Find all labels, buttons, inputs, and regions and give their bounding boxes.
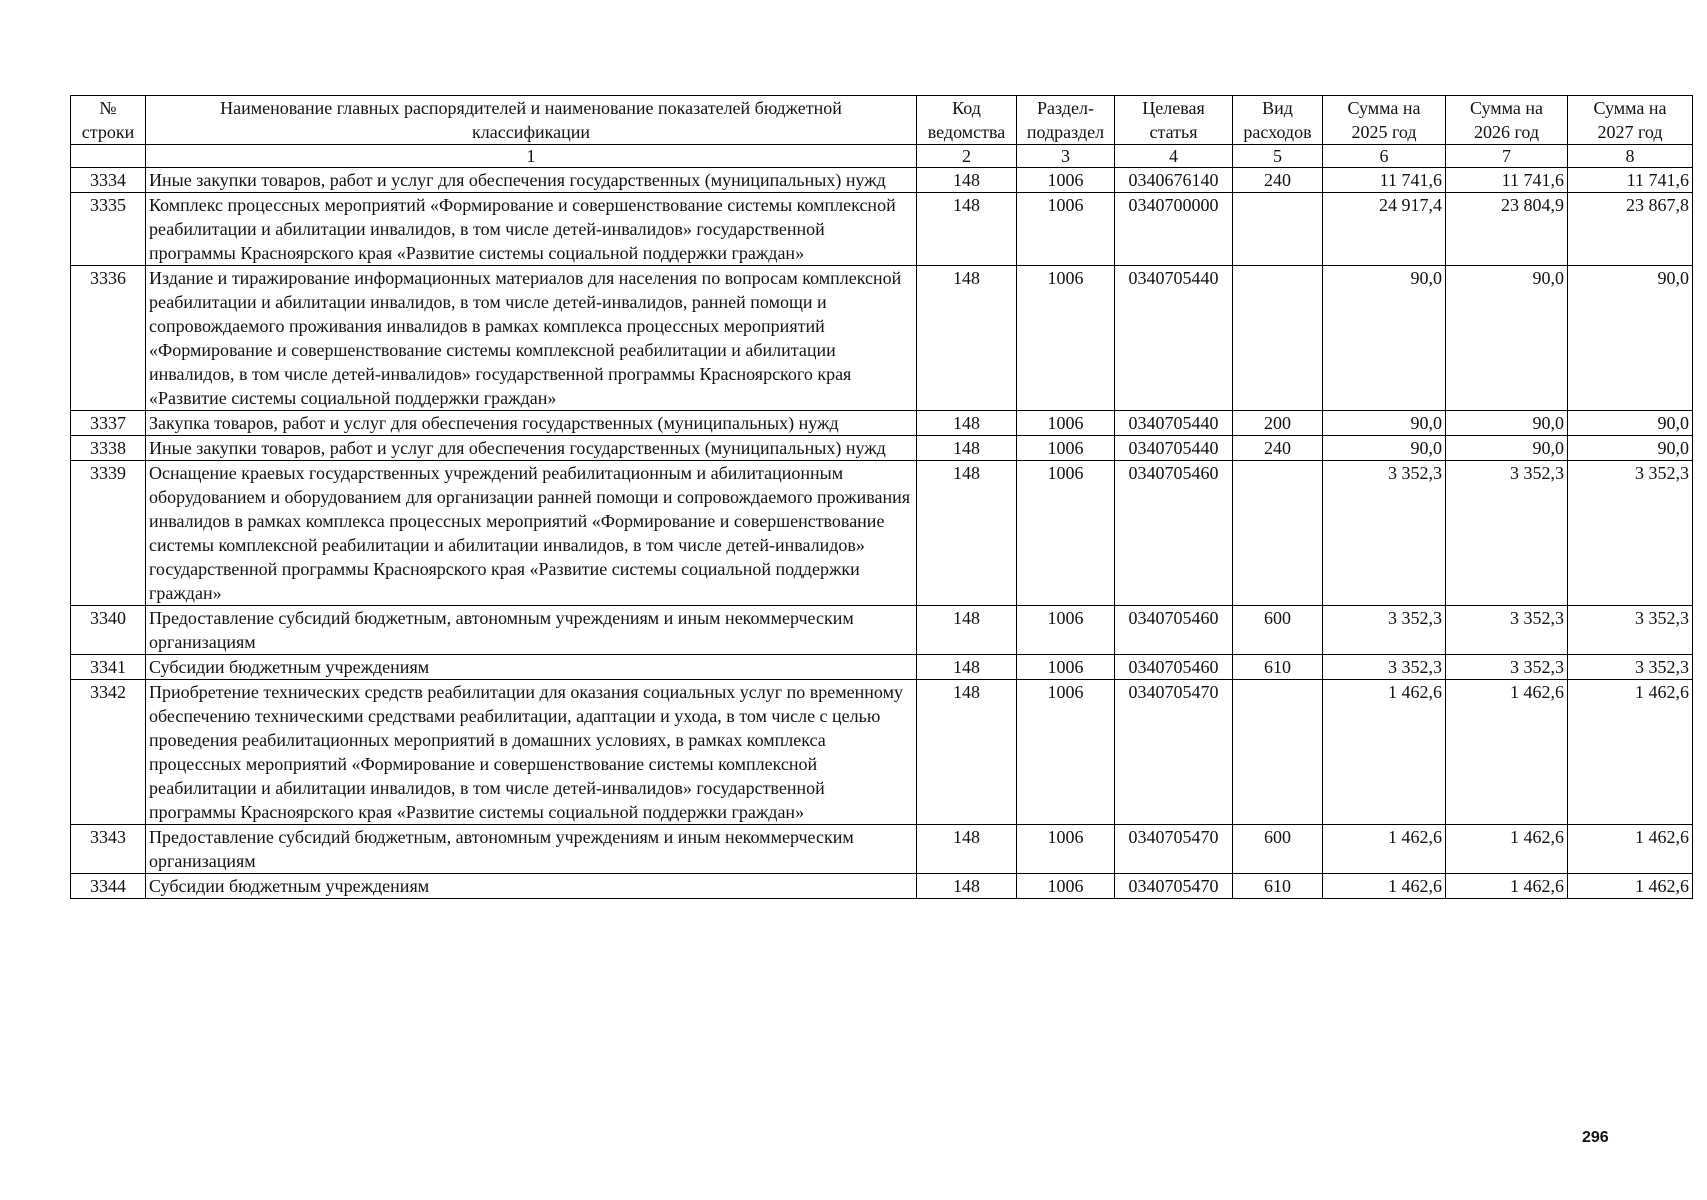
row-number-cell: 3339: [71, 461, 146, 606]
header-row-number: № строки: [71, 96, 146, 145]
department-code-cell: 148: [917, 680, 1017, 825]
row-name-cell: Субсидии бюджетным учреждениям: [146, 874, 917, 899]
sum-2026-cell: 3 352,3: [1446, 655, 1568, 680]
sum-2025-cell: 24 917,4: [1323, 193, 1446, 266]
section-cell: 1006: [1017, 680, 1115, 825]
row-number-cell: 3334: [71, 168, 146, 193]
table-row: [71, 436, 1693, 461]
section-cell: 1006: [1017, 825, 1115, 874]
sum-2027-cell: 23 867,8: [1568, 193, 1693, 266]
department-code-cell: 148: [917, 436, 1017, 461]
section-cell: 1006: [1017, 874, 1115, 899]
target-article-cell: 0340676140: [1115, 168, 1233, 193]
row-number-cell: 3337: [71, 411, 146, 436]
sum-2026-cell: 23 804,9: [1446, 193, 1568, 266]
table-row: [71, 411, 1693, 436]
department-code-cell: 148: [917, 461, 1017, 606]
table-body: [71, 168, 1693, 899]
table-row: [71, 193, 1693, 266]
section-cell: 1006: [1017, 606, 1115, 655]
table-header-row: [71, 96, 1693, 145]
expense-type-cell: [1233, 680, 1323, 825]
table-row: [71, 680, 1693, 825]
column-index-cell: 2: [917, 145, 1017, 168]
sum-2025-cell: 90,0: [1323, 411, 1446, 436]
sum-2026-cell: 3 352,3: [1446, 461, 1568, 606]
sum-2025-cell: 1 462,6: [1323, 825, 1446, 874]
table-row: [71, 606, 1693, 655]
sum-2025-cell: 3 352,3: [1323, 655, 1446, 680]
row-name-cell: Приобретение технических средств реабилитации для оказания социальных услуг по временному обеспечению техническими средствами реабилитации, адаптации и ухода, в том числе с целью проведения реабилитационных мероприятий в домашних условиях, в рамках комплекса процессных мероприятий «Формирование и совершенствование системы комплексной реабилитации и абилитации инвалидов, в том числе детей-инвалидов» государственной программы Красноярского края «Развитие системы социальной поддержки граждан»: [146, 680, 917, 825]
column-index-cell: 3: [1017, 145, 1115, 168]
expense-type-cell: [1233, 266, 1323, 411]
sum-2025-cell: 90,0: [1323, 266, 1446, 411]
row-number-cell: 3335: [71, 193, 146, 266]
expense-type-cell: [1233, 193, 1323, 266]
column-index-cell: 8: [1568, 145, 1693, 168]
sum-2027-cell: 90,0: [1568, 266, 1693, 411]
target-article-cell: 0340705440: [1115, 411, 1233, 436]
column-index-cell: 7: [1446, 145, 1568, 168]
row-name-cell: Предоставление субсидий бюджетным, автономным учреждениям и иным некоммерческим организациям: [146, 606, 917, 655]
header-department-code: Код ведомства: [917, 96, 1017, 145]
department-code-cell: 148: [917, 825, 1017, 874]
expense-type-cell: 600: [1233, 606, 1323, 655]
sum-2025-cell: 11 741,6: [1323, 168, 1446, 193]
row-name-cell: Комплекс процессных мероприятий «Формирование и совершенствование системы комплексной реабилитации и абилитации инвалидов, в том числе детей-инвалидов» государственной программы Красноярского края «Развитие системы социальной поддержки граждан»: [146, 193, 917, 266]
section-cell: 1006: [1017, 193, 1115, 266]
header-expense-type: Вид расходов: [1233, 96, 1323, 145]
row-name-cell: Иные закупки товаров, работ и услуг для обеспечения государственных (муниципальных) нужд: [146, 436, 917, 461]
department-code-cell: 148: [917, 266, 1017, 411]
section-cell: 1006: [1017, 168, 1115, 193]
target-article-cell: 0340705460: [1115, 461, 1233, 606]
sum-2027-cell: 3 352,3: [1568, 461, 1693, 606]
department-code-cell: 148: [917, 655, 1017, 680]
sum-2025-cell: 1 462,6: [1323, 874, 1446, 899]
expense-type-cell: 240: [1233, 168, 1323, 193]
row-name-cell: Издание и тиражирование информационных материалов для населения по вопросам комплексной реабилитации и абилитации инвалидов, в том числе детей-инвалидов, ранней помощи и сопровождаемого проживания инвалидов в рамках комплекса процессных мероприятий «Формирование и совершенствование системы комплексной реабилитации и абилитации инвалидов, в том числе детей-инвалидов» государственной программы Красноярского края «Развитие системы социальной поддержки граждан»: [146, 266, 917, 411]
row-name-cell: Предоставление субсидий бюджетным, автономным учреждениям и иным некоммерческим организациям: [146, 825, 917, 874]
target-article-cell: 0340705470: [1115, 680, 1233, 825]
row-number-cell: 3340: [71, 606, 146, 655]
department-code-cell: 148: [917, 168, 1017, 193]
expense-type-cell: 200: [1233, 411, 1323, 436]
expense-type-cell: 610: [1233, 874, 1323, 899]
column-index-row: [71, 145, 1693, 168]
table-row: [71, 168, 1693, 193]
department-code-cell: 148: [917, 606, 1017, 655]
sum-2026-cell: 90,0: [1446, 436, 1568, 461]
target-article-cell: 0340705440: [1115, 266, 1233, 411]
sum-2027-cell: 1 462,6: [1568, 680, 1693, 825]
table-row: [71, 825, 1693, 874]
sum-2027-cell: 1 462,6: [1568, 874, 1693, 899]
sum-2026-cell: 1 462,6: [1446, 825, 1568, 874]
table-row: [71, 266, 1693, 411]
column-index-cell: 5: [1233, 145, 1323, 168]
sum-2026-cell: 90,0: [1446, 266, 1568, 411]
row-number-cell: 3338: [71, 436, 146, 461]
header-sum-2026: Сумма на 2026 год: [1446, 96, 1568, 145]
sum-2027-cell: 90,0: [1568, 436, 1693, 461]
row-name-cell: Субсидии бюджетным учреждениям: [146, 655, 917, 680]
table-row: [71, 655, 1693, 680]
section-cell: 1006: [1017, 461, 1115, 606]
header-sum-2025: Сумма на 2025 год: [1323, 96, 1446, 145]
target-article-cell: 0340705470: [1115, 874, 1233, 899]
target-article-cell: 0340705460: [1115, 606, 1233, 655]
sum-2026-cell: 11 741,6: [1446, 168, 1568, 193]
sum-2026-cell: 1 462,6: [1446, 874, 1568, 899]
row-name-cell: Оснащение краевых государственных учреждений реабилитационным и абилитационным оборудованием и оборудованием для организации ранней помощи и сопровождаемого проживания инвалидов в рамках комплекса процессных мероприятий «Формирование и совершенствование системы комплексной реабилитации и абилитации инвалидов, в том числе детей-инвалидов» государственной программы Красноярского края «Развитие системы социальной поддержки граждан»: [146, 461, 917, 606]
sum-2026-cell: 90,0: [1446, 411, 1568, 436]
row-number-cell: 3344: [71, 874, 146, 899]
sum-2027-cell: 3 352,3: [1568, 655, 1693, 680]
column-index-cell: 4: [1115, 145, 1233, 168]
row-number-cell: 3342: [71, 680, 146, 825]
target-article-cell: 0340700000: [1115, 193, 1233, 266]
column-index-cell: 1: [146, 145, 917, 168]
sum-2027-cell: 3 352,3: [1568, 606, 1693, 655]
sum-2025-cell: 3 352,3: [1323, 606, 1446, 655]
budget-table: [70, 95, 1693, 899]
table-row: [71, 461, 1693, 606]
header-sum-2027: Сумма на 2027 год: [1568, 96, 1693, 145]
column-index-cell: [71, 145, 146, 168]
expense-type-cell: [1233, 461, 1323, 606]
header-name: Наименование главных распорядителей и наименование показателей бюджетной классификации: [146, 96, 917, 145]
table-row: [71, 874, 1693, 899]
column-index-cell: 6: [1323, 145, 1446, 168]
sum-2026-cell: 1 462,6: [1446, 680, 1568, 825]
section-cell: 1006: [1017, 655, 1115, 680]
expense-type-cell: 600: [1233, 825, 1323, 874]
sum-2026-cell: 3 352,3: [1446, 606, 1568, 655]
row-name-cell: Иные закупки товаров, работ и услуг для обеспечения государственных (муниципальных) нужд: [146, 168, 917, 193]
expense-type-cell: 610: [1233, 655, 1323, 680]
row-name-cell: Закупка товаров, работ и услуг для обеспечения государственных (муниципальных) нужд: [146, 411, 917, 436]
section-cell: 1006: [1017, 411, 1115, 436]
row-number-cell: 3343: [71, 825, 146, 874]
target-article-cell: 0340705470: [1115, 825, 1233, 874]
target-article-cell: 0340705460: [1115, 655, 1233, 680]
row-number-cell: 3336: [71, 266, 146, 411]
sum-2025-cell: 1 462,6: [1323, 680, 1446, 825]
sum-2027-cell: 90,0: [1568, 411, 1693, 436]
row-number-cell: 3341: [71, 655, 146, 680]
department-code-cell: 148: [917, 874, 1017, 899]
department-code-cell: 148: [917, 193, 1017, 266]
sum-2027-cell: 11 741,6: [1568, 168, 1693, 193]
section-cell: 1006: [1017, 436, 1115, 461]
target-article-cell: 0340705440: [1115, 436, 1233, 461]
sum-2027-cell: 1 462,6: [1568, 825, 1693, 874]
expense-type-cell: 240: [1233, 436, 1323, 461]
sum-2025-cell: 3 352,3: [1323, 461, 1446, 606]
section-cell: 1006: [1017, 266, 1115, 411]
page-number: 296: [1582, 1129, 1609, 1146]
sum-2025-cell: 90,0: [1323, 436, 1446, 461]
header-target-article: Целевая статья: [1115, 96, 1233, 145]
department-code-cell: 148: [917, 411, 1017, 436]
header-section: Раздел- подраздел: [1017, 96, 1115, 145]
